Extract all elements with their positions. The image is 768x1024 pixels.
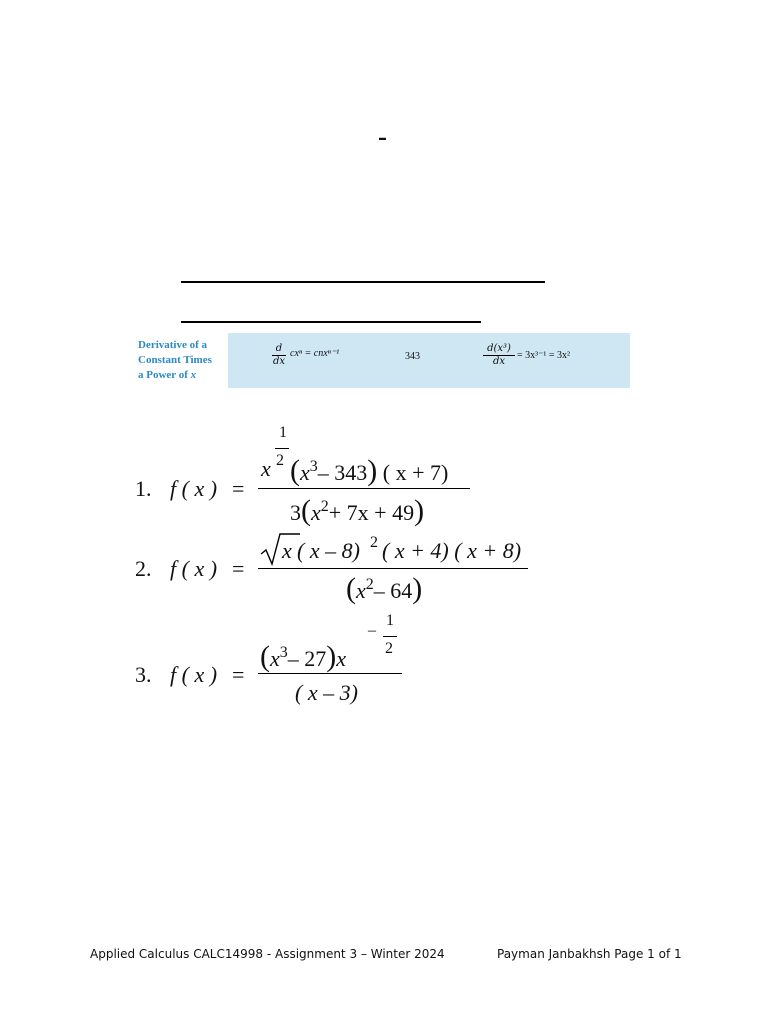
rule-label-var: x	[190, 369, 197, 381]
fraction-bar	[258, 568, 528, 569]
num-constant: – 27	[287, 646, 327, 671]
fraction-bar	[258, 673, 402, 674]
problem-index: 2.	[135, 556, 152, 581]
problem-lhs: f ( x )	[170, 662, 218, 687]
rule-label-line: a Power of	[138, 369, 188, 381]
den-coefficient: 3	[290, 500, 301, 525]
rule-derivative-fraction	[272, 343, 286, 368]
exponent-denominator: 2	[276, 452, 284, 469]
sqrt-symbol	[260, 532, 302, 566]
num-var: x	[300, 460, 310, 485]
num-var: x	[336, 646, 347, 671]
sqrt-radicand: x	[282, 538, 292, 563]
num-constant: – 343	[317, 460, 368, 485]
den-var: x	[311, 500, 321, 525]
rule-example-rhs: = 3x³⁻¹ = 3x²	[517, 350, 571, 361]
exponent-sign: –	[368, 622, 376, 639]
problem-lhs: f ( x )	[170, 556, 218, 581]
den-power: 2	[320, 498, 329, 515]
den-var: x	[356, 578, 366, 603]
rule-box-label	[138, 338, 230, 383]
fraction-numerator: d(x³)	[487, 343, 511, 354]
fraction-denominator: dx	[272, 356, 286, 367]
fraction-bar	[258, 488, 470, 489]
fraction-denominator: dx	[483, 355, 515, 368]
equals-sign: =	[232, 476, 245, 501]
den-power: 2	[365, 576, 374, 593]
problem-lhs: f ( x )	[170, 476, 218, 501]
title-rule	[181, 281, 545, 283]
num-var: x	[270, 646, 280, 671]
rule-label-line: Derivative of a	[138, 339, 208, 351]
num-factor: ( x + 4) ( x + 8)	[382, 538, 522, 563]
title-dash: –	[378, 128, 387, 149]
num-factor: ( x – 8)	[297, 538, 360, 563]
num-power: 3	[279, 644, 288, 661]
exponent-fraction-bar	[383, 636, 397, 637]
num-power: 3	[309, 458, 318, 475]
den-rest: + 7x + 49	[328, 500, 415, 525]
num-power: 2	[370, 534, 378, 551]
exponent-numerator: 1	[279, 424, 287, 441]
numerator-base: x	[261, 456, 271, 481]
exponent-fraction-bar	[275, 448, 289, 449]
equals-sign: =	[232, 556, 245, 581]
rule-example-fraction	[483, 343, 515, 368]
num-factor: ( x + 7)	[382, 460, 449, 485]
problem-index: 1.	[135, 476, 152, 501]
rule-formula-rhs: cxⁿ = cnxⁿ⁻¹	[290, 348, 340, 359]
footer-course-info: Applied Calculus CALC14998 - Assignment 3 – Winter 2024	[90, 947, 445, 961]
rule-label-line: Constant Times	[138, 354, 212, 366]
rule-box	[228, 333, 630, 388]
rule-example-number: 343	[405, 351, 420, 362]
exponent-numerator: 1	[386, 612, 394, 629]
equals-sign: =	[232, 662, 245, 687]
fraction-numerator: d	[275, 343, 283, 354]
footer-page-info: Payman Janbakhsh Page 1 of 1	[497, 947, 682, 961]
den-rest: – 64	[373, 578, 413, 603]
subtitle-rule	[181, 321, 481, 323]
denominator: ( x – 3)	[295, 680, 358, 705]
problem-index: 3.	[135, 662, 152, 687]
exponent-denominator: 2	[385, 640, 393, 657]
